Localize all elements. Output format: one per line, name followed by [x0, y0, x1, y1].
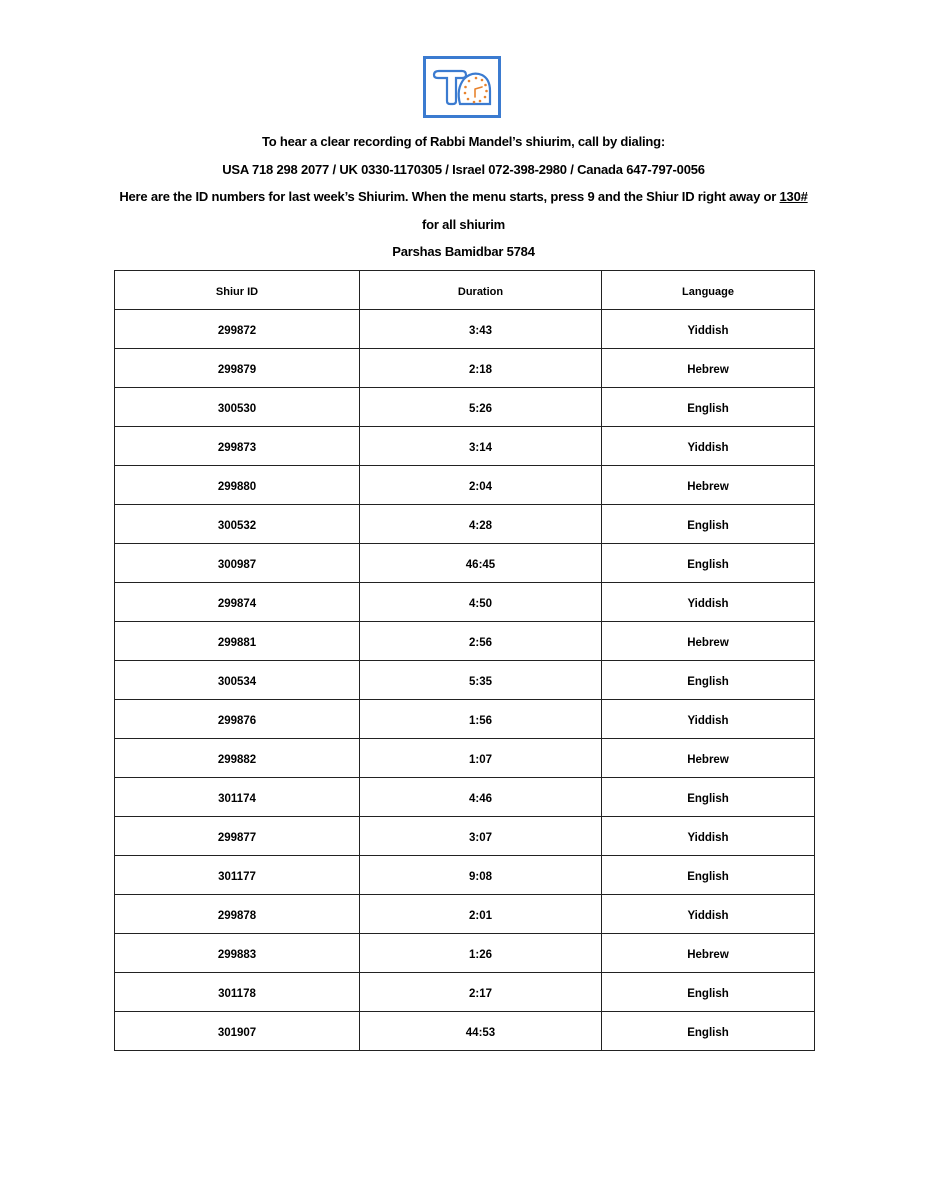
language: Hebrew — [602, 739, 815, 778]
shiur-id: 299881 — [115, 622, 360, 661]
table-row — [115, 895, 815, 934]
shiur-id: 299872 — [115, 310, 360, 349]
duration: 9:08 — [360, 856, 602, 895]
table-header-row — [115, 271, 815, 310]
table-row — [115, 349, 815, 388]
language: English — [602, 544, 815, 583]
duration: 1:56 — [360, 700, 602, 739]
table-row — [115, 583, 815, 622]
language: Hebrew — [602, 349, 815, 388]
instructions-text — [0, 189, 927, 204]
language: English — [602, 856, 815, 895]
language: English — [602, 505, 815, 544]
shiur-id: 300530 — [115, 388, 360, 427]
table-row — [115, 622, 815, 661]
column-header-language: Language — [602, 271, 815, 310]
language: Yiddish — [602, 310, 815, 349]
all-shiurim-code: 130# — [779, 189, 808, 204]
shiur-id: 300987 — [115, 544, 360, 583]
table-row — [115, 934, 815, 973]
shiurim-table — [114, 270, 815, 1051]
table-row — [115, 466, 815, 505]
duration: 3:43 — [360, 310, 602, 349]
table-row — [115, 388, 815, 427]
intro-text: To hear a clear recording of Rabbi Mandel’s shiurim, call by dialing: — [261, 134, 665, 149]
shiur-id: 299877 — [115, 817, 360, 856]
parsha-title: Parshas Bamidbar 5784 — [392, 244, 535, 259]
duration: 3:14 — [360, 427, 602, 466]
language: English — [602, 973, 815, 1012]
duration: 4:46 — [360, 778, 602, 817]
table-row — [115, 817, 815, 856]
duration: 1:26 — [360, 934, 602, 973]
shiur-id: 301178 — [115, 973, 360, 1012]
shiur-id: 300534 — [115, 661, 360, 700]
shiur-id: 299880 — [115, 466, 360, 505]
instructions-continued: for all shiurim — [422, 217, 505, 232]
shiur-id: 301907 — [115, 1012, 360, 1051]
duration: 2:01 — [360, 895, 602, 934]
phone-numbers: USA 718 298 2077 / UK 0330-1170305 / Israel 072-398-2980 / Canada 647-797-0056 — [222, 162, 705, 177]
language: English — [602, 778, 815, 817]
shiur-id: 301174 — [115, 778, 360, 817]
table-row — [115, 778, 815, 817]
shiur-id: 300532 — [115, 505, 360, 544]
table-row — [115, 661, 815, 700]
shiur-id: 299879 — [115, 349, 360, 388]
table-row — [115, 310, 815, 349]
table-row — [115, 700, 815, 739]
duration: 1:07 — [360, 739, 602, 778]
duration: 2:04 — [360, 466, 602, 505]
duration: 5:35 — [360, 661, 602, 700]
instructions-pre: Here are the ID numbers for last week’s Shiurim. When the menu starts, press 9 and the Shiur ID right away or — [119, 189, 780, 204]
logo — [423, 56, 501, 118]
table-row — [115, 427, 815, 466]
language: Yiddish — [602, 895, 815, 934]
shiur-id: 299873 — [115, 427, 360, 466]
shiur-id: 301177 — [115, 856, 360, 895]
duration: 2:18 — [360, 349, 602, 388]
column-header-shiur-id: Shiur ID — [115, 271, 360, 310]
language: Hebrew — [602, 622, 815, 661]
table-row — [115, 544, 815, 583]
language: Yiddish — [602, 583, 815, 622]
shiur-id: 299882 — [115, 739, 360, 778]
duration: 2:17 — [360, 973, 602, 1012]
duration: 4:50 — [360, 583, 602, 622]
duration: 3:07 — [360, 817, 602, 856]
language: English — [602, 1012, 815, 1051]
shiur-id: 299876 — [115, 700, 360, 739]
duration: 5:26 — [360, 388, 602, 427]
shiur-id: 299878 — [115, 895, 360, 934]
duration: 44:53 — [360, 1012, 602, 1051]
language: English — [602, 661, 815, 700]
shiur-id: 299874 — [115, 583, 360, 622]
column-header-duration: Duration — [360, 271, 602, 310]
language: English — [602, 388, 815, 427]
duration: 4:28 — [360, 505, 602, 544]
shiur-id: 299883 — [115, 934, 360, 973]
ta-clock-logo-icon — [426, 59, 498, 115]
language: Hebrew — [602, 934, 815, 973]
language: Yiddish — [602, 427, 815, 466]
table-row — [115, 973, 815, 1012]
table-row — [115, 1012, 815, 1051]
table-row — [115, 505, 815, 544]
language: Yiddish — [602, 817, 815, 856]
duration: 2:56 — [360, 622, 602, 661]
duration: 46:45 — [360, 544, 602, 583]
language: Hebrew — [602, 466, 815, 505]
table-row — [115, 856, 815, 895]
language: Yiddish — [602, 700, 815, 739]
table-row — [115, 739, 815, 778]
